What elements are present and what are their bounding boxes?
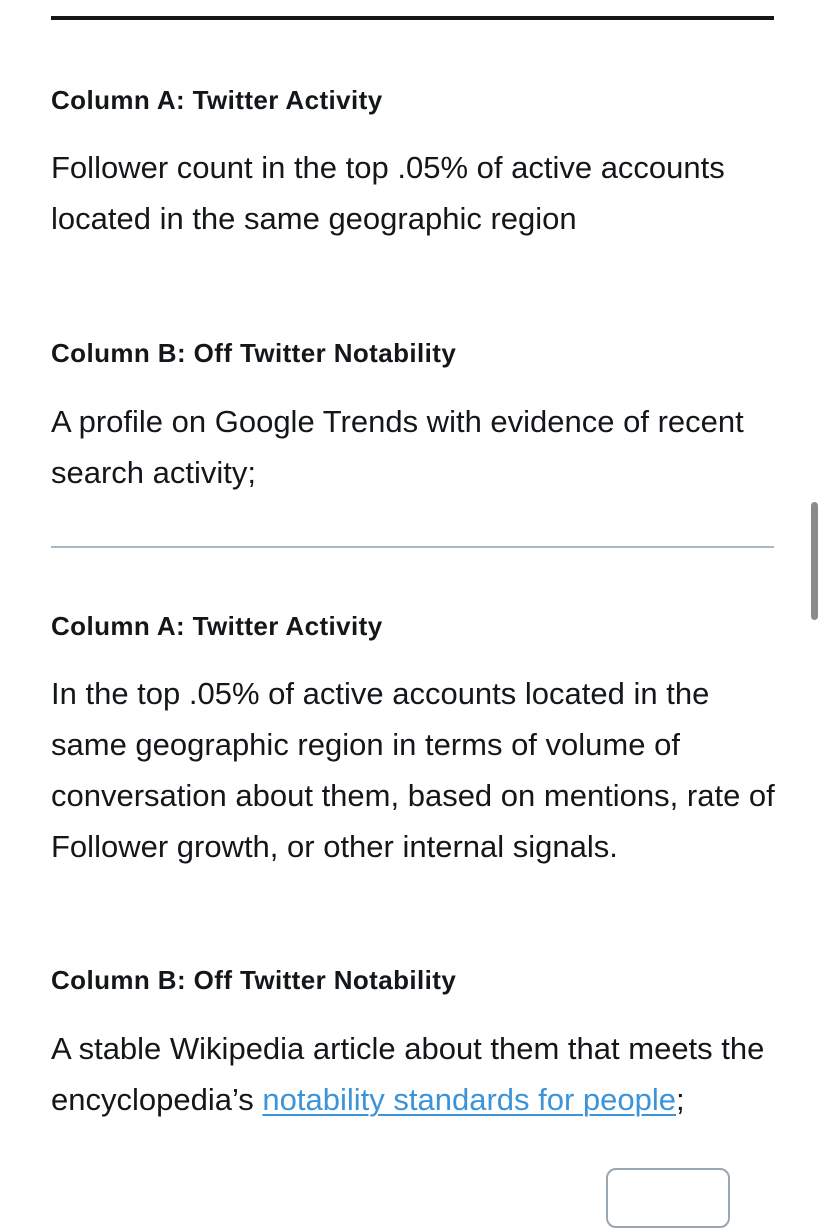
floating-button[interactable] (606, 1168, 730, 1228)
section-divider (51, 546, 774, 548)
section-1-column-b-text: A profile on Google Trends with evidence of recent search activity; (51, 404, 744, 490)
section-2-column-a-text: In the top .05% of active accounts located in the same geographic region in terms of volume of conversation about them, based on mentions, rate of Follower growth, or other internal signals. (51, 676, 775, 864)
top-divider (51, 16, 774, 20)
section-2-column-b-text-end: ; (676, 1082, 685, 1117)
section-2-column-b-text (51, 1023, 791, 1125)
vertical-scrollbar[interactable] (811, 502, 818, 620)
section-2-column-b-heading: Column B: Off Twitter Notability (51, 965, 457, 995)
notability-standards-link[interactable]: notability standards for people (262, 1082, 677, 1117)
section-1-column-b-heading: Column B: Off Twitter Notability (51, 338, 457, 368)
section-2-column-b-text-start: A stable Wikipedia article about them that meets the encyclopedia’s (51, 1031, 765, 1117)
section-1-column-a-heading: Column A: Twitter Activity (51, 85, 383, 115)
section-1-column-a-text: Follower count in the top .05% of active accounts located in the same geographic region (51, 150, 725, 236)
section-2-column-a-heading: Column A: Twitter Activity (51, 611, 383, 641)
